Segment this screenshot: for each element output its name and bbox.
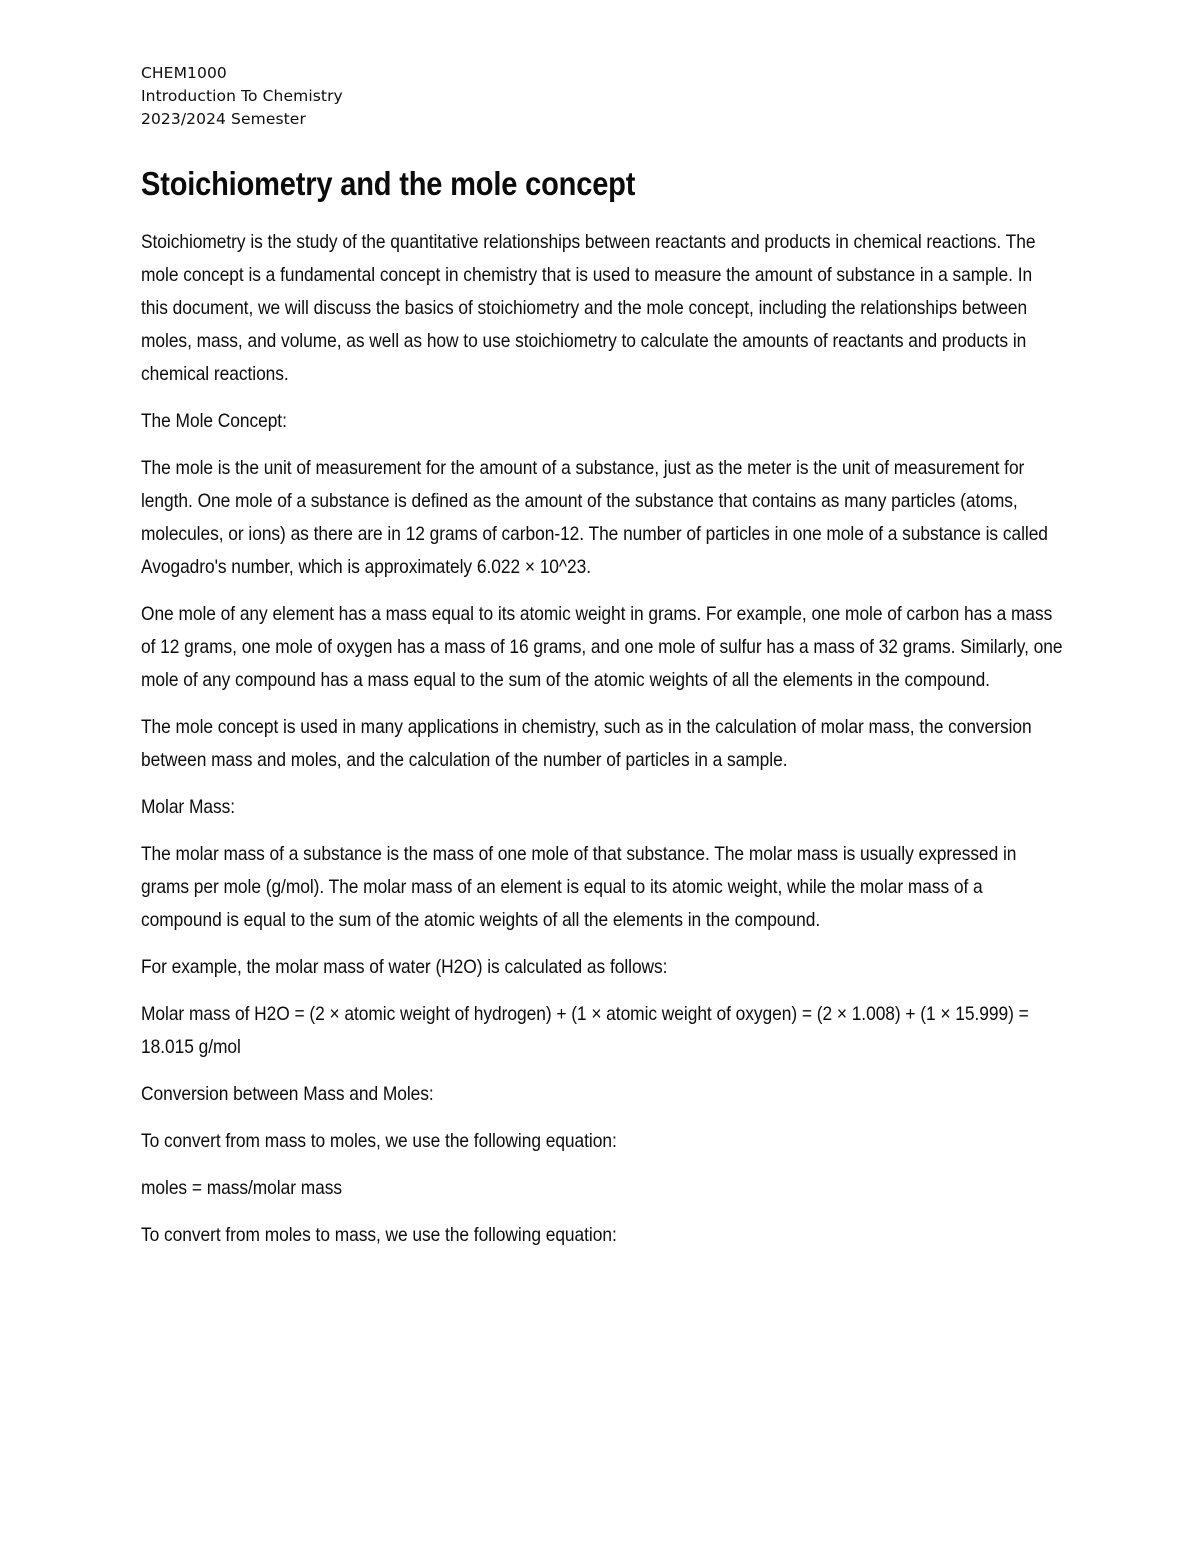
paragraph-molar-mass-definition: The molar mass of a substance is the mass of one mole of that substance. The molar mass is usually expressed in grams per mole (g/mol). The molar mass of an element is equal to its atomic weight, while the molar mass of a compound is equal to the sum of the atomic weights of all the elements in the compound. bbox=[141, 843, 1017, 931]
document-body bbox=[141, 226, 1061, 1252]
course-semester: 2023/2024 Semester bbox=[141, 110, 306, 128]
document-content bbox=[141, 62, 1061, 1252]
paragraph-water-example-intro: For example, the molar mass of water (H2O) is calculated as follows: bbox=[141, 956, 668, 978]
heading-mole-concept: The Mole Concept: bbox=[141, 410, 287, 432]
paragraph-moles-to-mass-intro: To convert from moles to mass, we use the following equation: bbox=[141, 1224, 617, 1246]
equation-moles: moles = mass/molar mass bbox=[141, 1177, 343, 1199]
paragraph-mole-definition: The mole is the unit of measurement for the amount of a substance, just as the meter is the unit of measurement for length. One mole of a substance is defined as the amount of the substance that contains as many particles (atoms, molecules, or ions) as there are in 12 grams of carbon-12. The number of particles in one mole of a substance is called Avogadro's number, which is approximately 6.022 × 10^23. bbox=[141, 457, 1048, 578]
paragraph-applications: The mole concept is used in many applications in chemistry, such as in the calculation of molar mass, the conversion between mass and moles, and the calculation of the number of particles in a sample. bbox=[141, 716, 1032, 771]
course-code: CHEM1000 bbox=[141, 64, 227, 82]
page-title: Stoichiometry and the mole concept bbox=[141, 165, 636, 202]
course-header bbox=[141, 62, 1061, 131]
paragraph-atomic-weight: One mole of any element has a mass equal to its atomic weight in grams. For example, one mole of carbon has a mass of 12 grams, one mole of oxygen has a mass of 16 grams, and one mole of sulfur has a mass of 32 grams. Similarly, one mole of any compound has a mass equal to the sum of the atomic weights of all the elements in the compound. bbox=[141, 603, 1063, 691]
heading-molar-mass: Molar Mass: bbox=[141, 796, 236, 818]
equation-molar-mass-water: Molar mass of H2O = (2 × atomic weight of hydrogen) + (1 × atomic weight of oxygen) = (2 × 1.008) + (1 × 15.999) = 18.015 g/mol bbox=[141, 1003, 1029, 1058]
course-name: Introduction To Chemistry bbox=[141, 87, 343, 105]
paragraph-mass-to-moles-intro: To convert from mass to moles, we use the following equation: bbox=[141, 1130, 617, 1152]
heading-conversion: Conversion between Mass and Moles: bbox=[141, 1083, 434, 1105]
paragraph-intro: Stoichiometry is the study of the quantitative relationships between reactants and products in chemical reactions. The mole concept is a fundamental concept in chemistry that is used to measure the amount of substance in a sample. In this document, we will discuss the basics of stoichiometry and the mole concept, including the relationships between moles, mass, and volume, as well as how to use stoichiometry to calculate the amounts of reactants and products in chemical reactions. bbox=[141, 231, 1036, 385]
